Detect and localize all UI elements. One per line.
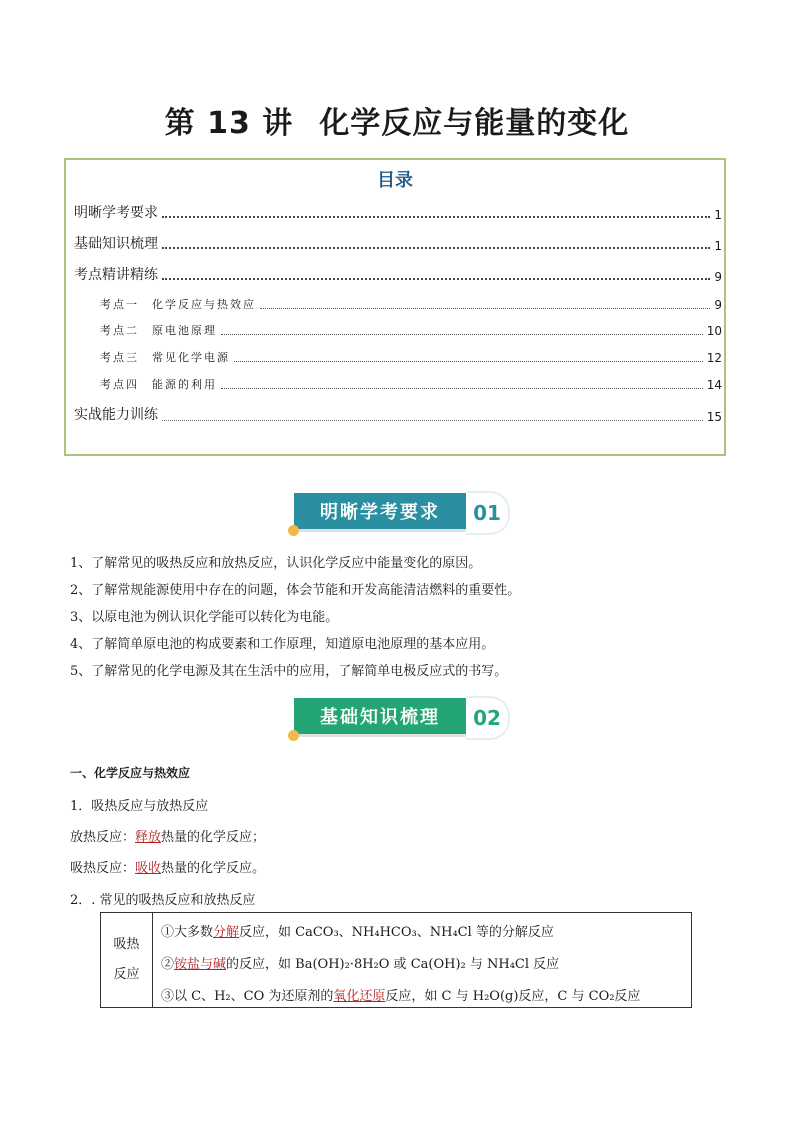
toc-leader	[234, 360, 703, 362]
toc-subentry[interactable]	[100, 322, 722, 338]
requirement-item: 4、了解简单原电池的构成要素和工作原理，知道原电池原理的基本应用。	[70, 637, 495, 652]
key-term: 分解	[213, 925, 240, 940]
reaction-table	[100, 912, 692, 1008]
key-term: 释放	[135, 830, 162, 845]
toc-entry-page: 1	[714, 208, 722, 222]
toc-leader	[260, 307, 710, 309]
section-heading: 一、化学反应与热效应	[70, 766, 191, 780]
toc-leader	[221, 333, 703, 335]
table-row-header: 吸热 反应	[101, 913, 153, 1007]
toc-entry[interactable]	[74, 264, 722, 284]
toc-entry-page: 14	[706, 378, 722, 392]
requirement-item: 3、以原电池为例认识化学能可以转化为电能。	[70, 610, 339, 625]
toc-entry-label: 基础知识梳理	[74, 236, 158, 252]
definition-endothermic: 吸热反应：吸收热量的化学反应。	[70, 861, 266, 876]
toc-entry[interactable]	[74, 233, 722, 253]
banner-dot-icon	[288, 730, 299, 741]
toc-subentry[interactable]	[100, 349, 722, 365]
key-term: 铵盐与碱	[174, 957, 227, 972]
table-cell-line: ①大多数分解反应，如 CaCO₃、NH₄HCO₃、NH₄Cl 等的分解反应	[161, 925, 554, 940]
requirement-item: 2、了解常规能源使用中存在的问题，体会节能和开发高能清洁燃料的重要性。	[70, 583, 521, 598]
toc-leader	[162, 277, 710, 280]
toc-entry-label: 考点二 原电池原理	[100, 324, 217, 337]
toc-entry-page: 10	[706, 324, 722, 338]
table-cell-line: ③以 C、H₂、CO 为还原剂的氧化还原反应，如 C 与 H₂O(g)反应，C 与 CO₂反应	[161, 989, 641, 1004]
toc-entry-label: 考点三 常见化学电源	[100, 351, 230, 364]
toc-leader	[162, 215, 710, 218]
section-banner-knowledge	[294, 698, 514, 744]
key-term: 吸收	[135, 861, 162, 876]
toc-entry-page: 15	[706, 410, 722, 424]
toc-entry[interactable]	[74, 404, 722, 424]
table-cell-line: ②铵盐与碱的反应，如 Ba(OH)₂·8H₂O 或 Ca(OH)₂ 与 NH₄Cl 反应	[161, 957, 560, 972]
toc-entry-label: 考点精讲精练	[74, 267, 158, 283]
section-banner-label: 基础知识梳理	[294, 698, 466, 734]
toc-entry-page: 1	[714, 239, 722, 253]
section-banner-label: 明晰学考要求	[294, 493, 466, 529]
lecture-number: 第 13 讲	[164, 106, 294, 141]
requirement-item: 5、了解常见的化学电源及其在生活中的应用，了解简单电极反应式的书写。	[70, 664, 508, 679]
toc-entry-label: 考点四 能源的利用	[100, 378, 217, 391]
toc-entry-page: 9	[714, 270, 722, 284]
section-banner-number: 02	[466, 696, 510, 740]
section-banner-requirements	[294, 493, 514, 539]
toc-entry-label: 明晰学考要求	[74, 205, 158, 221]
page-title	[0, 98, 794, 142]
subsection-heading: 2．. 常见的吸热反应和放热反应	[70, 893, 256, 908]
subsection-heading: 1．吸热反应与放热反应	[70, 799, 209, 814]
requirement-item: 1、了解常见的吸热反应和放热反应，认识化学反应中能量变化的原因。	[70, 556, 482, 571]
toc-entry-label: 实战能力训练	[74, 407, 158, 423]
toc-entry-page: 12	[706, 351, 722, 365]
lecture-topic: 化学反应与能量的变化	[319, 106, 630, 141]
toc-entry[interactable]	[74, 202, 722, 222]
toc-leader	[162, 419, 703, 421]
toc-heading: 目录	[377, 170, 413, 191]
definition-exothermic: 放热反应：释放热量的化学反应；	[70, 830, 266, 845]
toc-leader	[221, 387, 703, 389]
key-term: 氧化还原	[333, 989, 386, 1004]
toc-entry-label: 考点一 化学反应与热效应	[100, 298, 256, 311]
toc-subentry[interactable]	[100, 376, 722, 392]
table-of-contents	[64, 158, 726, 456]
section-banner-number: 01	[466, 491, 510, 535]
toc-leader	[162, 246, 710, 249]
toc-entry-page: 9	[714, 298, 722, 312]
toc-subentry[interactable]	[100, 296, 722, 312]
banner-dot-icon	[288, 525, 299, 536]
